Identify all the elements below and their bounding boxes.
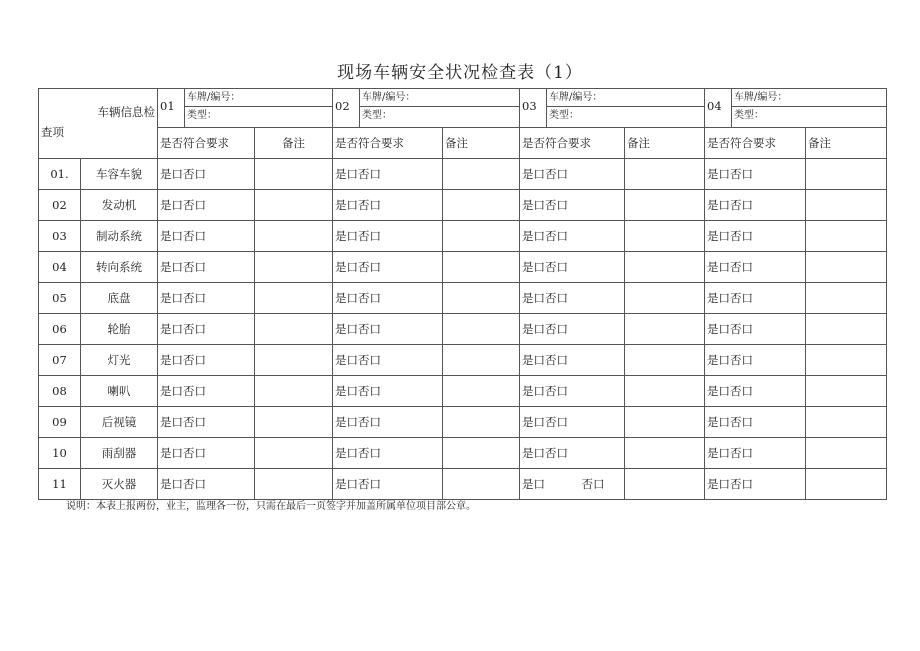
compliance-checkbox-cell[interactable]: 是口否口: [158, 469, 255, 500]
type-field-label: 类型：: [549, 110, 579, 121]
plate-field-label: 车牌/编号：: [547, 89, 704, 107]
type-field-label: 类型：: [187, 110, 217, 121]
vehicle-number: 02: [335, 99, 350, 113]
vehicle-header-3: [520, 89, 705, 128]
row-index: 02: [39, 190, 81, 221]
compliance-checkbox-cell[interactable]: 是口否口: [333, 407, 443, 438]
compliance-checkbox-cell[interactable]: 是口否口: [520, 407, 625, 438]
compliance-checkbox-cell[interactable]: 是口否口: [705, 314, 806, 345]
remark-cell[interactable]: [806, 221, 887, 252]
row-index: 11: [39, 469, 81, 500]
compliance-checkbox-cell[interactable]: 是口否口: [520, 252, 625, 283]
table-row: [39, 438, 887, 469]
check-item-name: 雨刮器: [81, 438, 158, 469]
remark-cell[interactable]: [625, 407, 705, 438]
remark-cell[interactable]: [443, 345, 520, 376]
remark-cell[interactable]: [443, 469, 520, 500]
vehicle-header-2: [333, 89, 520, 128]
type-field-label: 类型：: [734, 110, 764, 121]
remark-cell[interactable]: [625, 159, 705, 190]
compliance-checkbox-cell[interactable]: 是口否口: [333, 252, 443, 283]
row-index: 07: [39, 345, 81, 376]
compliance-checkbox-cell[interactable]: 是口否口: [158, 190, 255, 221]
compliance-checkbox-cell[interactable]: 是口否口: [705, 283, 806, 314]
compliance-checkbox-cell[interactable]: 是口否口: [705, 376, 806, 407]
compliance-checkbox-cell[interactable]: 是口否口: [158, 438, 255, 469]
remark-header: 备注: [255, 128, 333, 159]
row-index: 01.: [39, 159, 81, 190]
compliance-checkbox-cell[interactable]: 是口否口: [705, 190, 806, 221]
compliance-checkbox-cell[interactable]: 是口否口: [333, 314, 443, 345]
remark-cell[interactable]: [443, 314, 520, 345]
compliance-checkbox-cell[interactable]: 是口否口: [520, 314, 625, 345]
compliance-checkbox-cell[interactable]: 是口否口: [705, 159, 806, 190]
remark-cell[interactable]: [625, 469, 705, 500]
compliance-checkbox-cell[interactable]: 是口否口: [520, 438, 625, 469]
table-row: [39, 376, 887, 407]
remark-cell[interactable]: [806, 438, 887, 469]
remark-cell[interactable]: [443, 438, 520, 469]
compliance-checkbox-cell[interactable]: 是口否口: [520, 376, 625, 407]
compliance-checkbox-cell[interactable]: 是口否口: [158, 314, 255, 345]
table-row: [39, 221, 887, 252]
remark-cell[interactable]: [255, 469, 333, 500]
compliance-checkbox-cell[interactable]: 是口否口: [158, 407, 255, 438]
compliance-checkbox-cell[interactable]: 是口否口: [520, 283, 625, 314]
vehicle-header-4: [705, 89, 887, 128]
compliance-checkbox-cell[interactable]: 是口否口: [333, 376, 443, 407]
remark-cell[interactable]: [255, 283, 333, 314]
remark-cell[interactable]: [443, 376, 520, 407]
table-row: [39, 469, 887, 500]
check-item-name: 制动系统: [81, 221, 158, 252]
remark-cell[interactable]: [806, 407, 887, 438]
compliance-header: 是否符合要求: [520, 128, 625, 159]
compliance-checkbox-cell[interactable]: 是口否口: [333, 190, 443, 221]
compliance-checkbox-cell[interactable]: 是口否口: [158, 283, 255, 314]
remark-cell[interactable]: [255, 221, 333, 252]
remark-header: 备注: [625, 128, 705, 159]
row-index: 06: [39, 314, 81, 345]
compliance-checkbox-cell[interactable]: 是口否口: [333, 159, 443, 190]
vehicle-number: 01: [160, 99, 175, 113]
vehicle-header-1: [158, 89, 333, 128]
compliance-checkbox-cell[interactable]: 是口否口: [705, 252, 806, 283]
compliance-checkbox-cell[interactable]: 是口否口: [705, 221, 806, 252]
table-row: [39, 159, 887, 190]
remark-cell[interactable]: [255, 407, 333, 438]
remark-cell[interactable]: [255, 438, 333, 469]
compliance-checkbox-cell[interactable]: 是口否口: [158, 345, 255, 376]
compliance-checkbox-cell[interactable]: 是口否口: [333, 345, 443, 376]
table-row: [39, 283, 887, 314]
compliance-checkbox-cell[interactable]: 是口否口: [158, 376, 255, 407]
table-row: [39, 345, 887, 376]
remark-cell[interactable]: [806, 159, 887, 190]
remark-cell[interactable]: [625, 314, 705, 345]
compliance-checkbox-cell[interactable]: 是口否口: [333, 469, 443, 500]
diagonal-header-cell: [39, 89, 158, 159]
vehicle-info-label: 车辆信息检: [97, 105, 155, 119]
check-item-name: 车容车貌: [81, 159, 158, 190]
remark-cell[interactable]: [625, 283, 705, 314]
row-index: 05: [39, 283, 81, 314]
remark-cell[interactable]: [443, 407, 520, 438]
compliance-checkbox-cell[interactable]: 是口否口: [520, 345, 625, 376]
compliance-header: 是否符合要求: [705, 128, 806, 159]
plate-field-label: 车牌/编号：: [185, 89, 332, 107]
row-index: 03: [39, 221, 81, 252]
remark-cell[interactable]: [255, 252, 333, 283]
remark-cell[interactable]: [625, 221, 705, 252]
compliance-checkbox-cell[interactable]: 是口否口: [333, 438, 443, 469]
plate-field-label: 车牌/编号：: [360, 89, 519, 107]
table-row: [39, 252, 887, 283]
compliance-checkbox-cell[interactable]: 是口否口: [333, 221, 443, 252]
remark-cell[interactable]: [625, 376, 705, 407]
compliance-checkbox-cell[interactable]: 是口否口: [520, 159, 625, 190]
compliance-checkbox-cell[interactable]: 是口否口: [705, 438, 806, 469]
inspection-table: [38, 88, 887, 500]
check-item-name: 转向系统: [81, 252, 158, 283]
row-index: 10: [39, 438, 81, 469]
compliance-checkbox-cell[interactable]: 是口否口: [520, 190, 625, 221]
remark-cell[interactable]: [443, 252, 520, 283]
remark-cell[interactable]: [806, 469, 887, 500]
remark-cell[interactable]: [255, 345, 333, 376]
check-item-name: 轮胎: [81, 314, 158, 345]
remark-cell[interactable]: [806, 314, 887, 345]
check-item-name: 后视镜: [81, 407, 158, 438]
table-row: [39, 314, 887, 345]
remark-cell[interactable]: [255, 314, 333, 345]
compliance-checkbox-cell[interactable]: 是口否口: [158, 221, 255, 252]
table-row: [39, 190, 887, 221]
remark-cell[interactable]: [806, 252, 887, 283]
remark-cell[interactable]: [443, 190, 520, 221]
remark-header: 备注: [443, 128, 520, 159]
remark-header: 备注: [806, 128, 887, 159]
remark-cell[interactable]: [625, 345, 705, 376]
check-item-name: 喇叭: [81, 376, 158, 407]
table-row: [39, 407, 887, 438]
compliance-checkbox-cell[interactable]: 是口否口: [333, 283, 443, 314]
remark-cell[interactable]: [625, 438, 705, 469]
remark-cell[interactable]: [255, 159, 333, 190]
compliance-checkbox-cell[interactable]: 是口否口: [158, 159, 255, 190]
remark-cell[interactable]: [443, 283, 520, 314]
check-item-name: 灭火器: [81, 469, 158, 500]
check-item-label: 查项: [41, 125, 64, 139]
check-item-name: 灯光: [81, 345, 158, 376]
compliance-checkbox-cell[interactable]: 是口否口: [158, 252, 255, 283]
check-item-name: 发动机: [81, 190, 158, 221]
remark-cell[interactable]: [625, 252, 705, 283]
remark-cell[interactable]: [443, 221, 520, 252]
remark-cell[interactable]: [806, 283, 887, 314]
compliance-header: 是否符合要求: [333, 128, 443, 159]
remark-cell[interactable]: [625, 190, 705, 221]
remark-cell[interactable]: [443, 159, 520, 190]
page-title: 现场车辆安全状况检查表（1）: [337, 63, 583, 83]
compliance-checkbox-cell[interactable]: 是口 否口: [520, 469, 625, 500]
row-index: 09: [39, 407, 81, 438]
remark-cell[interactable]: [806, 345, 887, 376]
remark-cell[interactable]: [255, 190, 333, 221]
compliance-header: 是否符合要求: [158, 128, 255, 159]
row-index: 08: [39, 376, 81, 407]
remark-cell[interactable]: [255, 376, 333, 407]
vehicle-number: 03: [522, 99, 537, 113]
compliance-checkbox-cell[interactable]: 是口否口: [705, 469, 806, 500]
remark-cell[interactable]: [806, 190, 887, 221]
compliance-checkbox-cell[interactable]: 是口否口: [705, 345, 806, 376]
compliance-checkbox-cell[interactable]: 是口否口: [705, 407, 806, 438]
type-field-label: 类型：: [362, 110, 392, 121]
footnote: 说明：本表上报两份，业主，监理各一份，只需在最后一页签字并加盖所属单位项目部公章。: [66, 501, 476, 512]
plate-field-label: 车牌/编号：: [732, 89, 886, 107]
vehicle-number: 04: [707, 99, 722, 113]
check-item-name: 底盘: [81, 283, 158, 314]
compliance-checkbox-cell[interactable]: 是口否口: [520, 221, 625, 252]
row-index: 04: [39, 252, 81, 283]
remark-cell[interactable]: [806, 376, 887, 407]
